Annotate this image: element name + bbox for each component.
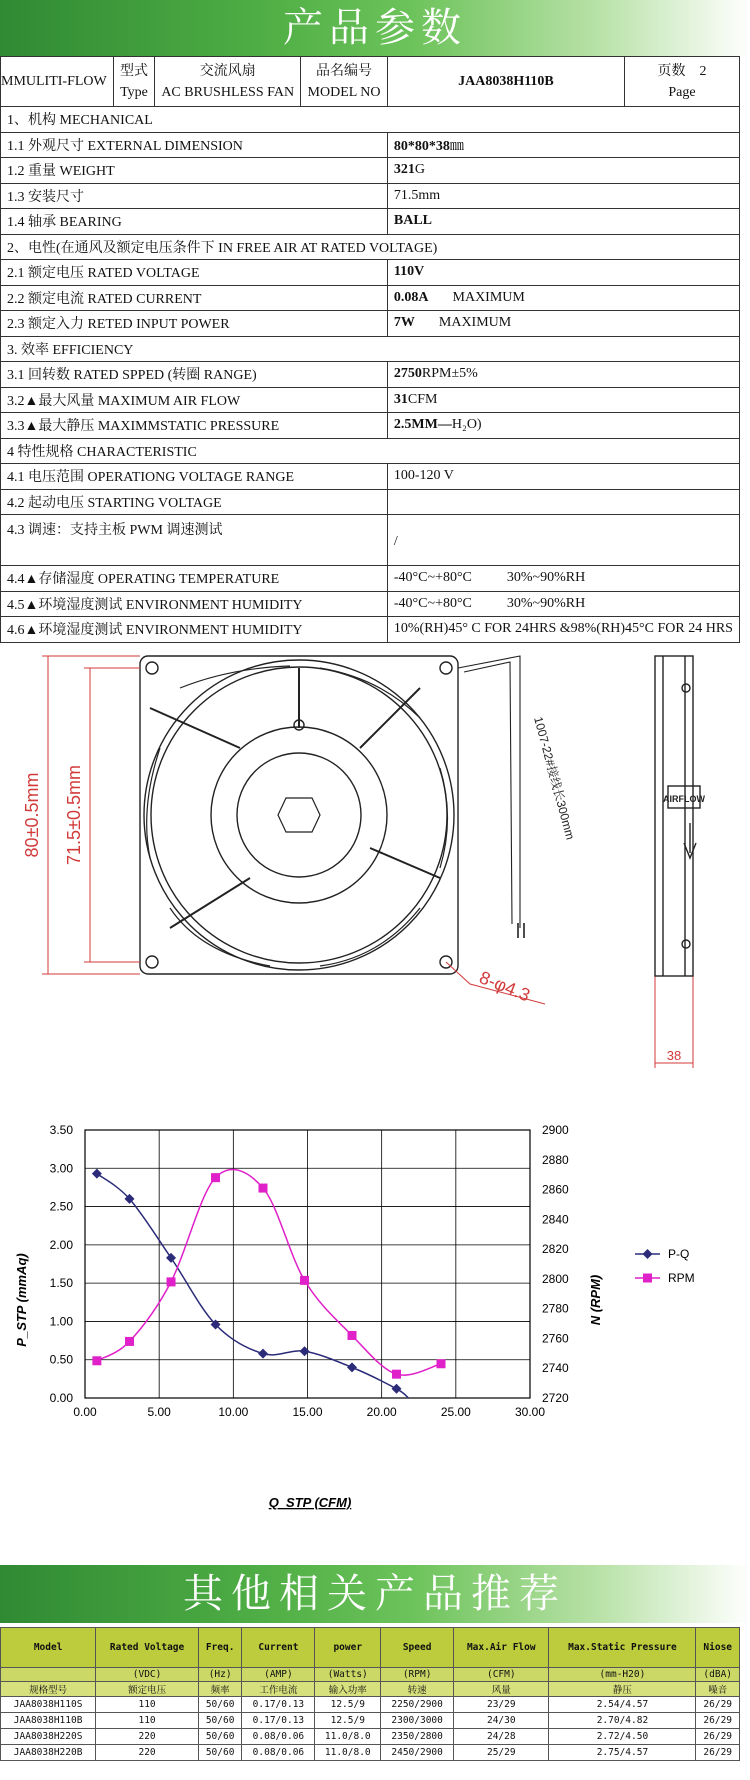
spec-section-label: 3. 效率 EFFICIENCY [1,336,740,362]
y-tick-label: 2.50 [49,1199,73,1214]
page-cn: 页数 [657,63,686,79]
product-header-cell: Max.Air Flow [454,1628,549,1668]
spec-table [0,56,740,643]
product-cell: 2.75/4.57 [549,1745,696,1761]
spec-section-label: 4 特性规格 CHARACTERISTIC [1,438,740,464]
product-header-cell: (mm-H20) [549,1668,696,1682]
product-cell: 26/29 [696,1745,740,1761]
y-tick-label: 3.00 [49,1161,73,1176]
rpm-point [300,1276,309,1285]
dim-mount-label: 71.5±0.5mm [64,765,84,865]
legend-rpm: RPM [668,1271,695,1285]
spec-label: 3.3▲最大静压 MAXIMMSTATIC PRESSURE [1,413,388,439]
spec-row [1,591,740,617]
dim-outer-label: 80±0.5mm [22,772,42,858]
product-cell: 24/30 [454,1713,549,1729]
product-cell: JAA8038H110B [1,1713,96,1729]
spec-row [1,183,740,209]
series-cell [1,57,114,107]
spec-value [387,158,739,184]
product-header-cell: power [315,1628,381,1668]
hole-spec-label: 8-φ4.3 [476,967,533,1006]
product-cell: 50/60 [198,1697,241,1713]
spec-label: 4.4▲存储湿度 OPERATING TEMPERATURE [1,566,388,592]
product-header-cell: (Watts) [315,1668,381,1682]
type-en: Type [120,84,148,100]
product-row [1,1713,740,1729]
spec-section-label: 2、电性(在通风及额定电压条件下 IN FREE AIR AT RATED VOLTAGE) [1,234,740,260]
spec-label: 1.4 轴承 BEARING [1,209,388,235]
y-tick-label: 1.00 [49,1314,73,1329]
model-value-cell [387,57,624,107]
spec-section-row [1,234,740,260]
product-row [1,1729,740,1745]
rpm-point [348,1331,357,1340]
product-cell: 2350/2800 [381,1729,454,1745]
spec-value-unit: 71.5mm [393,187,441,203]
related-banner [0,1565,750,1623]
spec-value [387,260,739,286]
spec-value-unit: ㎜ [449,138,464,154]
spec-value-unit: G [414,162,426,178]
spec-value-main: 2.5MM— [393,417,452,433]
product-cell: 0.17/0.13 [242,1713,315,1729]
spec-value-unit: CFM [407,391,438,407]
spec-value [387,489,739,515]
product-header-cell: (VDC) [96,1668,199,1682]
legend-pq: P-Q [668,1247,690,1261]
spec-label: 1.1 外观尺寸 EXTERNAL DIMENSION [1,132,388,158]
fan-front-view [140,656,524,974]
product-header-cell: 规格型号 [1,1682,96,1697]
pq-point [92,1169,102,1179]
spec-value-unit: MAXIMUM [438,315,512,331]
y2-tick-label: 2760 [542,1331,569,1346]
spec-label: 3.2▲最大风量 MAXIMUM AIR FLOW [1,387,388,413]
product-header-row [1,1682,740,1697]
performance-chart [0,1110,750,1520]
type-cell [113,57,154,107]
product-header-cell: Rated Voltage [96,1628,199,1668]
product-cell: JAA8038H220B [1,1745,96,1761]
product-header-row [1,1668,740,1682]
series-name: MMULITI-FLOW [1,74,107,89]
chart-grid [85,1130,530,1398]
pq-point [392,1384,402,1394]
spec-row [1,158,740,184]
params-banner-title: 产品参数 [283,5,467,51]
y2-axis-label: N (RPM) [588,1274,603,1326]
product-cell: 26/29 [696,1713,740,1729]
product-cell: JAA8038H220S [1,1729,96,1745]
spec-section-row [1,107,740,133]
spec-row [1,132,740,158]
spec-value [387,387,739,413]
spec-value-unit: / [393,534,398,549]
fan-drawing [0,648,750,1088]
spec-row [1,515,740,566]
y2-tick-label: 2800 [542,1271,569,1286]
wire-spec-label: 1007-22#接线长300mm [531,715,578,842]
spec-value-unit: MAXIMUM [452,289,525,305]
product-header-cell: (AMP) [242,1668,315,1682]
spec-label: 4.2 起动电压 STARTING VOLTAGE [1,489,388,515]
product-cell: 50/60 [198,1713,241,1729]
product-cell: 110 [96,1713,199,1729]
y-tick-label: 0.50 [49,1352,73,1367]
spec-section-label: 1、机构 MECHANICAL [1,107,740,133]
product-cell: 11.0/8.0 [315,1745,381,1761]
spec-label: 1.2 重量 WEIGHT [1,158,388,184]
rpm-point [92,1356,101,1365]
spec-label: 2.3 额定入力 RETED INPUT POWER [1,311,388,337]
page-cell [625,57,740,107]
spec-value-unit: -40°C~+80°C 30%~90%RH [393,570,586,586]
product-cell: 110 [96,1697,199,1713]
rpm-point [437,1359,446,1368]
product-header-cell: 工作电流 [242,1682,315,1697]
product-cell: 2.54/4.57 [549,1697,696,1713]
page-num: 2 [699,63,707,79]
product-cell: 50/60 [198,1729,241,1745]
series-line-p-q [97,1174,409,1398]
page-en: Page [668,84,696,100]
product-header-cell: (Hz) [198,1668,241,1682]
product-cell: 220 [96,1745,199,1761]
depth-label: 38 [666,1048,682,1063]
product-cell: 50/60 [198,1745,241,1761]
model-label-cell [301,57,388,107]
model-value: JAA8038H110B [458,74,554,89]
spec-value-main: 2750 [393,366,422,382]
chart-legend [635,1247,695,1285]
y2-tick-label: 2840 [542,1212,569,1227]
product-header-cell: Current [242,1628,315,1668]
spec-row [1,387,740,413]
spec-value-unit: H₂O) [451,417,482,433]
y2-tick-label: 2820 [542,1242,569,1257]
spec-label: 1.3 安装尺寸 [1,183,388,209]
product-cell: 23/29 [454,1697,549,1713]
x-axis-label: Q_STP (CFM) [268,1495,352,1510]
y-axis-label: P_STP (mmAq) [14,1253,29,1347]
y-tick-label: 3.50 [49,1123,73,1137]
spec-row [1,413,740,439]
product-header-cell: 额定电压 [96,1682,199,1697]
spec-value-main: 7W [393,315,415,331]
product-cell: 24/28 [454,1729,549,1745]
spec-value [387,285,739,311]
pq-point [258,1349,268,1359]
product-header-cell: 风量 [454,1682,549,1697]
x-tick-label: 25.00 [440,1405,471,1419]
params-banner [0,0,750,56]
product-cell: 2300/3000 [381,1713,454,1729]
pq-point [300,1346,310,1356]
kind-cell [155,57,301,107]
product-cell: 2.70/4.82 [549,1713,696,1729]
rpm-point [211,1173,220,1182]
rpm-point [392,1370,401,1379]
y2-tick-label: 2780 [542,1301,569,1316]
product-cell: 26/29 [696,1729,740,1745]
kind-en: AC BRUSHLESS FAN [161,84,295,100]
product-cell: 2450/2900 [381,1745,454,1761]
spec-value-unit: 100-120 V [393,468,454,484]
spec-value-main: 31 [393,391,408,407]
product-cell: JAA8038H110S [1,1697,96,1713]
spec-value-main: 321 [393,162,415,178]
product-cell: 26/29 [696,1697,740,1713]
spec-label: 4.5▲环境湿度测试 ENVIRONMENT HUMIDITY [1,591,388,617]
product-header-row [1,1628,740,1668]
spec-header-row [1,57,740,107]
product-cell: 220 [96,1729,199,1745]
spec-value [387,132,739,158]
model-cn: 品名编号 [316,63,373,79]
spec-value-main: 80*80*38 [393,138,450,154]
product-header-cell: 频率 [198,1682,241,1697]
product-header-cell: (CFM) [454,1668,549,1682]
spec-row [1,285,740,311]
rpm-point [125,1337,134,1346]
rpm-point [167,1277,176,1286]
spec-section-row [1,336,740,362]
spec-label: 3.1 回转数 RATED SPPED (转圈 RANGE) [1,362,388,388]
x-tick-label: 5.00 [147,1405,171,1419]
pq-point [347,1362,357,1372]
y-tick-label: 2.00 [49,1237,73,1252]
spec-label: 4.3 调速：支持主板 PWM 调速测试 [1,515,388,566]
spec-value [387,413,739,439]
spec-value [387,209,739,235]
spec-value [387,464,739,490]
y2-tick-label: 2720 [542,1391,569,1405]
spec-row [1,209,740,235]
y2-tick-label: 2740 [542,1361,569,1376]
x-tick-label: 10.00 [218,1405,249,1419]
x-tick-label: 0.00 [73,1405,97,1419]
product-header-cell: Max.Static Pressure [549,1628,696,1668]
y2-tick-label: 2860 [542,1182,569,1197]
spec-label: 4.1 电压范围 OPERATIONG VOLTAGE RANGE [1,464,388,490]
related-banner-title: 其他相关产品推荐 [183,1571,567,1617]
product-header-cell: (RPM) [381,1668,454,1682]
product-header-cell: Speed [381,1628,454,1668]
spec-body [1,107,740,643]
product-cell: 12.5/9 [315,1713,381,1729]
spec-value-unit: 10%(RH)45° C FOR 24HRS &98%(RH)45°C FOR 24 HRS [393,621,733,637]
product-row [1,1697,740,1713]
spec-section-row [1,438,740,464]
spec-label: 4.6▲环境湿度测试 ENVIRONMENT HUMIDITY [1,617,388,643]
rpm-point [259,1184,268,1193]
product-cell: 2250/2900 [381,1697,454,1713]
x-tick-label: 15.00 [292,1405,323,1419]
product-cell: 12.5/9 [315,1697,381,1713]
spec-value [387,183,739,209]
product-cell: 0.08/0.06 [242,1745,315,1761]
product-cell: 11.0/8.0 [315,1729,381,1745]
y2-tick-label: 2880 [542,1152,569,1167]
spec-value [387,311,739,337]
product-header-cell: (dBA) [696,1668,740,1682]
spec-row [1,464,740,490]
spec-row [1,566,740,592]
product-header-cell: Freq. [198,1628,241,1668]
product-header-cell: Niose [696,1628,740,1668]
y-tick-label: 0.00 [49,1391,73,1405]
spec-row [1,617,740,643]
related-products-table [0,1627,740,1761]
spec-row [1,489,740,515]
y2-tick-label: 2900 [542,1123,569,1137]
spec-value [387,515,739,566]
type-cn: 型式 [120,63,148,79]
product-header-cell [1,1668,96,1682]
kind-cn: 交流风扇 [199,63,256,79]
product-header-cell: 噪音 [696,1682,740,1697]
product-cell: 2.72/4.50 [549,1729,696,1745]
product-header-cell: 转速 [381,1682,454,1697]
product-cell: 25/29 [454,1745,549,1761]
pq-point [166,1253,176,1263]
x-tick-label: 20.00 [366,1405,397,1419]
spec-row [1,362,740,388]
y-tick-label: 1.50 [49,1276,73,1291]
product-cell: 0.08/0.06 [242,1729,315,1745]
spec-row [1,260,740,286]
spec-value [387,362,739,388]
spec-value [387,591,739,617]
product-header-cell: Model [1,1628,96,1668]
spec-value-unit: RPM±5% [421,366,478,382]
x-tick-label: 30.00 [514,1405,546,1419]
airflow-label: AIRFLOW [663,794,705,804]
spec-value-main: 110V [393,264,425,280]
model-en: MODEL NO [307,84,381,100]
series-line-rpm [97,1170,441,1376]
product-cell: 0.17/0.13 [242,1697,315,1713]
spec-value [387,566,739,592]
spec-value-main: BALL [393,213,433,229]
chart-ticks [50,1123,569,1419]
spec-value [387,617,739,643]
spec-label: 2.2 额定电流 RATED CURRENT [1,285,388,311]
spec-label: 2.1 额定电压 RATED VOLTAGE [1,260,388,286]
product-header-cell: 输入功率 [315,1682,381,1697]
spec-row [1,311,740,337]
fan-side-view [655,656,700,976]
product-header-cell: 静压 [549,1682,696,1697]
spec-value-main: 0.08A [393,289,429,305]
spec-value-unit: -40°C~+80°C 30%~90%RH [393,595,586,611]
product-row [1,1745,740,1761]
